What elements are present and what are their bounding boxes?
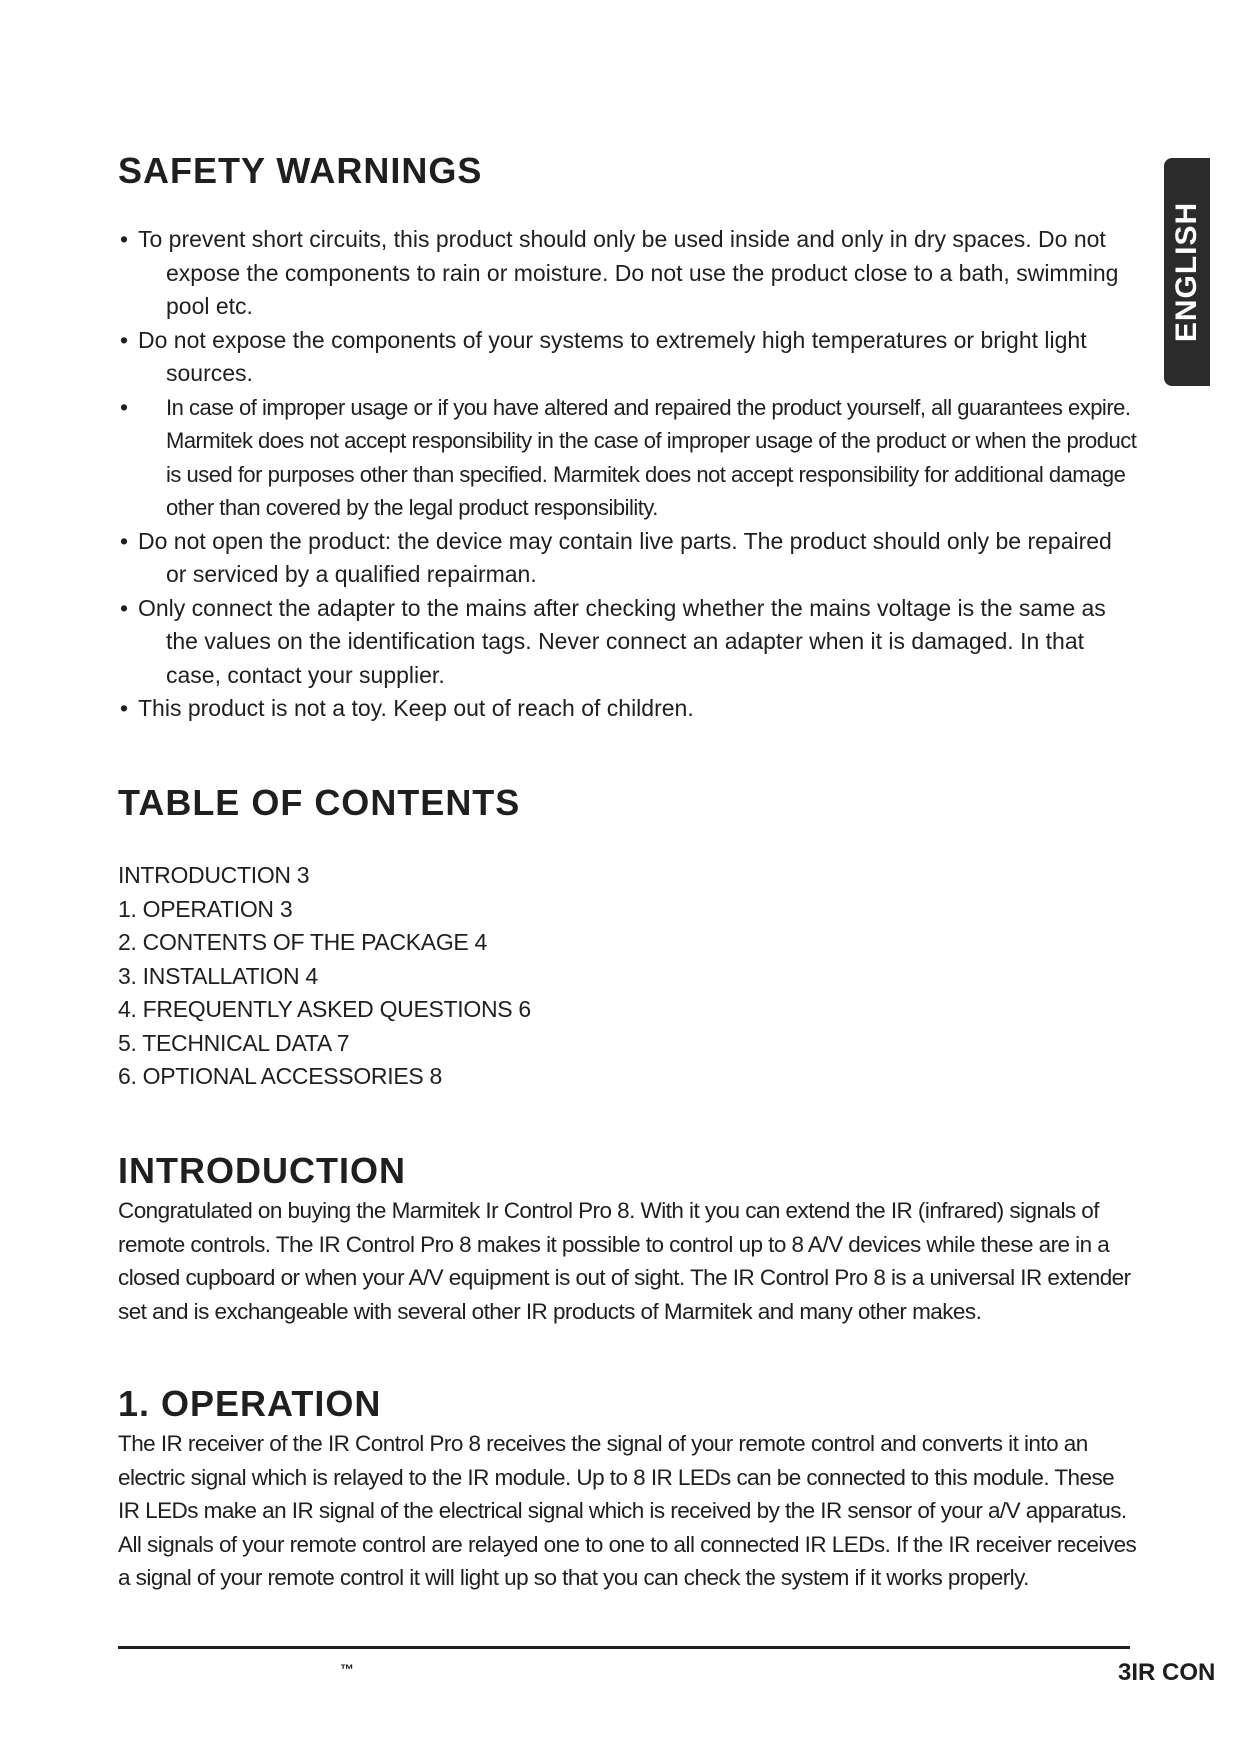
list-item-text: Do not expose the components of your systems to extremely high temperatures or bright light sources. — [138, 326, 1087, 386]
operation-text: The IR receiver of the IR Control Pro 8 receives the signal of your remote control and converts it into an electric signal which is relayed to the IR module. Up to 8 IR LEDs can be connected to this module. These IR LEDs make an IR signal of the electrical signal which is received by the IR sensor of your a/V apparatus. All signals of your remote control are relayed one to one to all connected IR LEDs. If the IR receiver receives a signal of your remote control it will light up so that you can check the system if it works properly. — [118, 1431, 1137, 1590]
toc-item: 3. INSTALLATION 4 — [118, 962, 318, 989]
bullet-icon: • — [120, 393, 129, 420]
toc-item: INTRODUCTION 3 — [118, 862, 310, 888]
list-item-text: This product is not a toy. Keep out of reach of children. — [138, 695, 694, 721]
language-tab — [1164, 158, 1210, 386]
list-item — [118, 592, 1138, 693]
list-item — [118, 391, 1138, 525]
toc-item: 5. TECHNICAL DATA 7 — [118, 1029, 350, 1056]
toc-item: 4. FREQUENTLY ASKED QUESTIONS 6 — [118, 996, 531, 1022]
table-of-contents-list — [118, 859, 531, 1094]
introduction-text: Congratulated on buying the Marmitek Ir Control Pro 8. With it you can extend the IR (infrared) signals of remote controls. The IR Control Pro 8 makes it possible to control up to 8 A/V devices while these are in a closed cupboard or when your A/V equipment is out of sight. The IR Control Pro 8 is a universal IR extender set and is exchangeable with several other IR products of Marmitek and many other makes. — [118, 1198, 1131, 1324]
toc-item: 6. OPTIONAL ACCESSORIES 8 — [118, 1063, 442, 1089]
list-item — [118, 223, 1138, 324]
list-item-text: Do not open the product: the device may contain live parts. The product should only be repaired or serviced by a qualified repairman. — [138, 527, 1112, 587]
bullet-icon: • — [120, 527, 129, 554]
introduction-heading: INTRODUCTION — [118, 1150, 406, 1191]
list-item-text: To prevent short circuits, this product should only be used inside and only in dry spaces. Do not expose the components to rain or moisture. Do not use the product close to a bath, swimming pool etc. — [138, 226, 1119, 319]
list-item-text: Only connect the adapter to the mains after checking whether the mains voltage is the same as the values on the identification tags. Never connect an adapter when it is damaged. In that case, contact your supplier. — [138, 594, 1106, 688]
list-item — [118, 525, 1138, 592]
bullet-icon: • — [120, 226, 129, 252]
bullet-icon: • — [120, 594, 129, 621]
safety-warnings-heading: SAFETY WARNINGS — [118, 150, 483, 191]
list-item — [118, 324, 1138, 391]
language-tab-label: ENGLISH — [1170, 201, 1203, 343]
safety-warnings-list — [118, 223, 1138, 726]
toc-item: 1. OPERATION 3 — [118, 895, 293, 922]
trademark-symbol: ™ — [340, 1661, 354, 1677]
footer-product-name: 3IR CON — [1118, 1659, 1216, 1686]
list-item-text: In case of improper usage or if you have altered and repaired the product yourself, all guarantees expire. Marmitek does not accept responsibility in the case of improper usage of the product or when the product is used for purposes other than specified. Marmitek does not accept responsibility for additional damage other than covered by the legal product responsibility. — [166, 394, 1137, 520]
table-of-contents-heading: TABLE OF CONTENTS — [118, 782, 521, 823]
toc-item: 2. CONTENTS OF THE PACKAGE 4 — [118, 929, 488, 955]
bullet-icon: • — [120, 326, 129, 353]
bullet-icon: • — [120, 695, 129, 721]
list-item — [118, 692, 1138, 726]
footer-divider — [118, 1646, 1130, 1649]
operation-heading: 1. OPERATION — [118, 1383, 382, 1424]
